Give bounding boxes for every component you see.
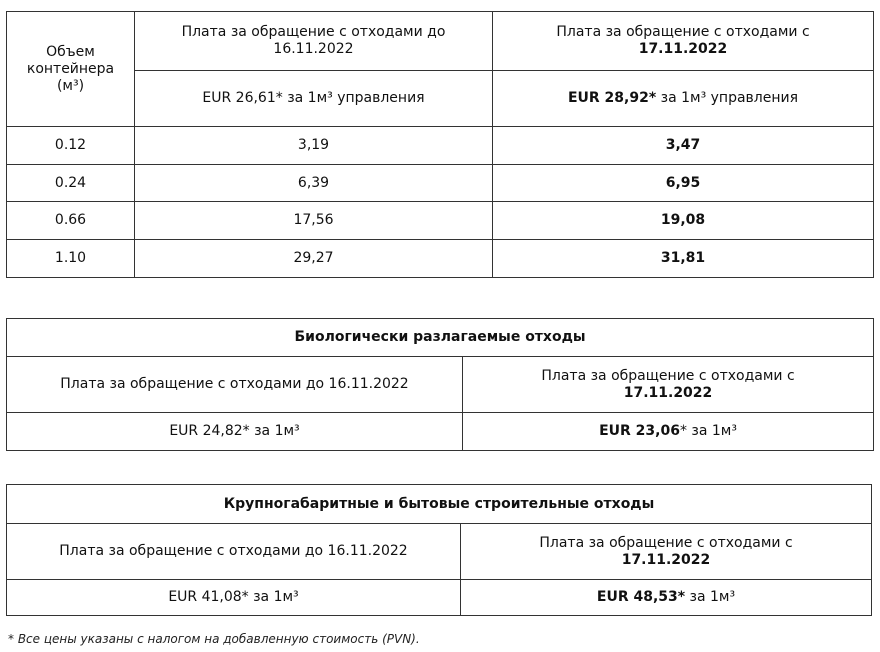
- new-price-cell: [493, 202, 874, 240]
- old-fee-header: Плата за обращение с отходами до 16.11.2022: [7, 524, 461, 580]
- new-price: 19,08: [660, 212, 706, 228]
- bio-waste-table: [6, 318, 874, 451]
- container-fee-table: [6, 11, 874, 278]
- new-rate-cell: [493, 71, 874, 127]
- old-rate-cell: EUR 24,82* за 1м³: [7, 413, 463, 451]
- volume-header: Объем контейнера: [26, 43, 115, 77]
- old-price-cell: 6,39: [135, 165, 493, 202]
- new-fee-header-prefix: Плата за обращение с отходами с: [539, 534, 793, 551]
- new-fee-header-date: 17.11.2022: [638, 41, 728, 57]
- new-rate-cell: [461, 580, 872, 616]
- bulky-table-title: Крупногабаритные и бытовые строительные отходы: [7, 485, 872, 524]
- volume-cell: 0.12: [7, 127, 135, 165]
- bio-table-title: Биологически разлагаемые отходы: [7, 319, 874, 357]
- old-price-cell: 29,27: [135, 240, 493, 278]
- old-price-cell: 3,19: [135, 127, 493, 165]
- new-fee-header: [493, 12, 874, 71]
- volume-cell: 1.10: [7, 240, 135, 278]
- old-rate-cell: EUR 26,61* за 1м³ управления: [135, 71, 493, 127]
- table-row: [7, 202, 874, 240]
- new-fee-header-prefix: Плата за обращение с отходами с: [541, 367, 795, 384]
- new-price-cell: [493, 165, 874, 202]
- old-fee-header: Плата за обращение с отходами до 16.11.2022: [7, 357, 463, 413]
- volume-header-cell: [7, 12, 135, 127]
- new-price: 3,47: [665, 137, 701, 153]
- new-rate-bold: EUR 28,92*: [567, 90, 657, 106]
- table-row: [7, 165, 874, 202]
- table-row: [7, 127, 874, 165]
- old-rate-cell: EUR 41,08* за 1м³: [7, 580, 461, 616]
- new-price: 31,81: [660, 250, 706, 266]
- new-rate-suffix: за 1м³ управления: [656, 90, 799, 106]
- new-rate-bold: EUR 23,06: [599, 423, 680, 439]
- table-row: [7, 240, 874, 278]
- new-fee-header-prefix: Плата за обращение с отходами с: [556, 24, 810, 40]
- new-fee-header: [461, 524, 872, 580]
- new-rate-cell: [463, 413, 874, 451]
- volume-cell: 0.24: [7, 165, 135, 202]
- new-rate-suffix: * за 1м³: [679, 423, 737, 439]
- volume-cell: 0.66: [7, 202, 135, 240]
- new-fee-header-date: 17.11.2022: [621, 551, 711, 568]
- new-price-cell: [493, 240, 874, 278]
- new-rate-bold: EUR 48,53*: [596, 589, 686, 605]
- vat-footnote: * Все цены указаны с налогом на добавленную стоимость (PVN).: [8, 632, 420, 646]
- old-fee-header: Плата за обращение с отходами до 16.11.2022: [135, 12, 493, 71]
- bulky-waste-table: [6, 484, 872, 616]
- new-price: 6,95: [665, 174, 701, 191]
- new-fee-header-date: 17.11.2022: [623, 384, 713, 401]
- new-rate-suffix: за 1м³: [685, 589, 736, 605]
- old-price-cell: 17,56: [135, 202, 493, 240]
- volume-unit: (м³): [56, 77, 85, 94]
- new-fee-header: [463, 357, 874, 413]
- new-price-cell: [493, 127, 874, 165]
